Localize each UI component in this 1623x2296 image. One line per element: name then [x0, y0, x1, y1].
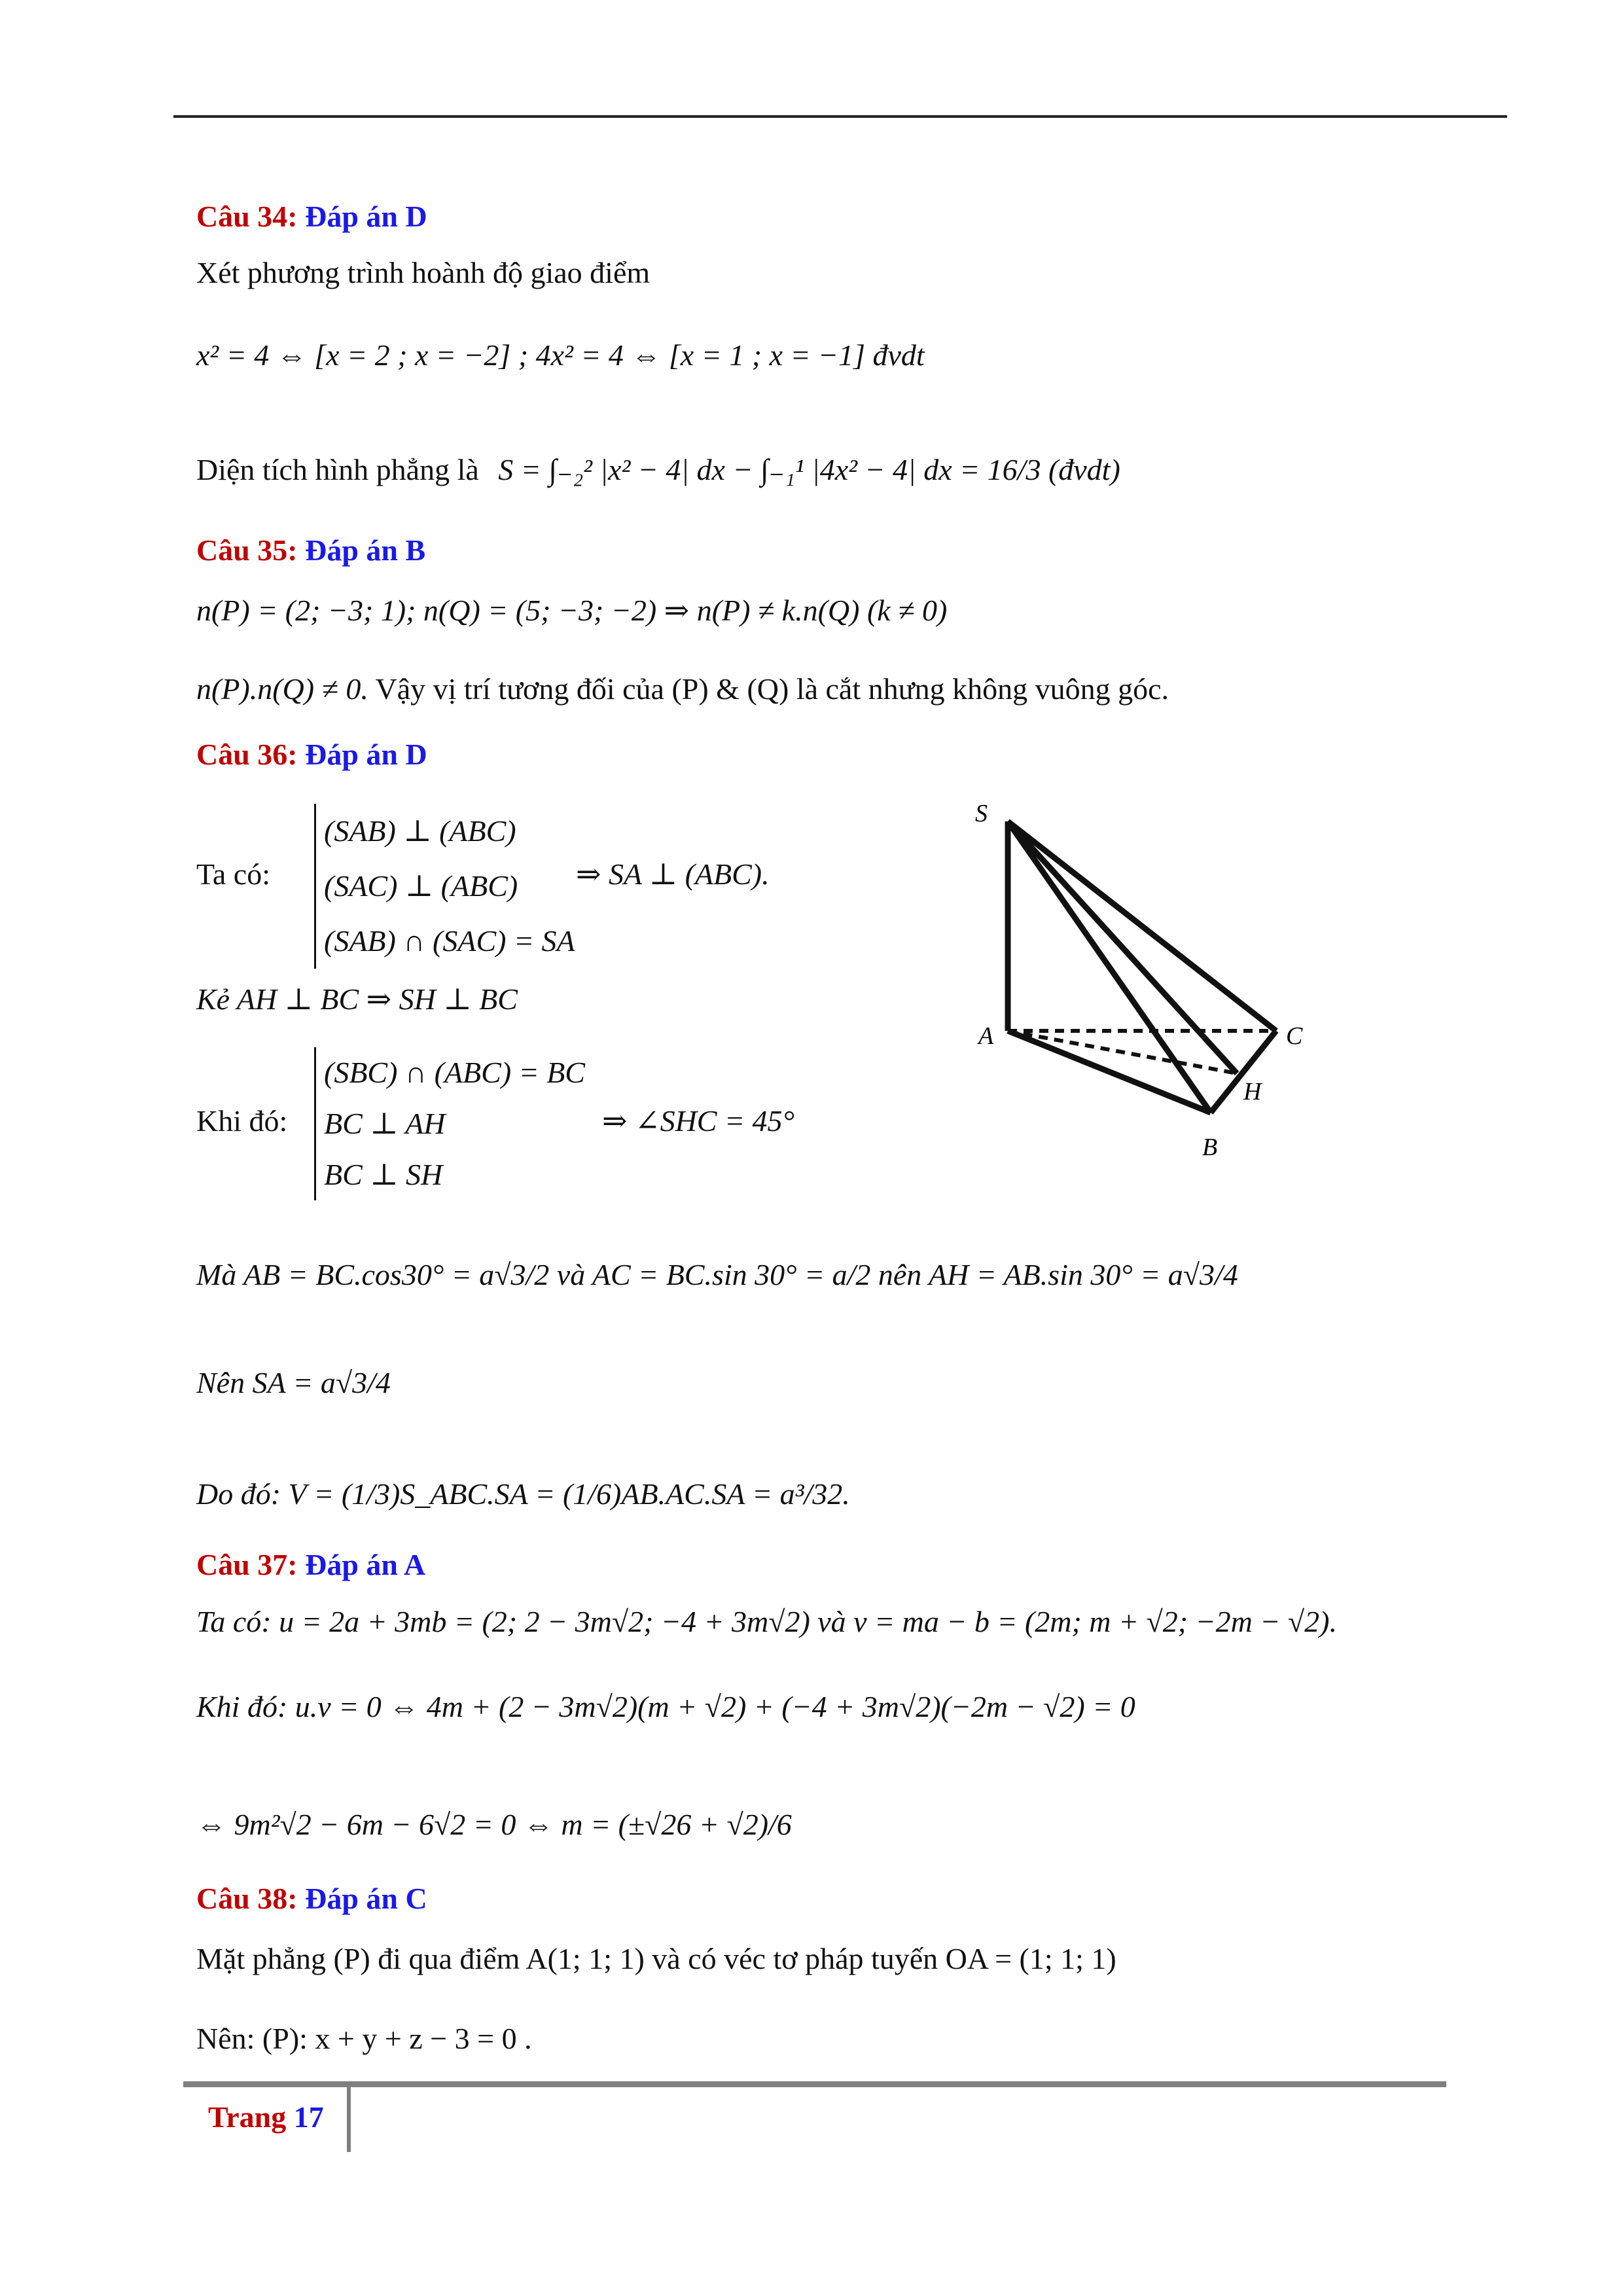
q36-implication-1: ⇒ SA ⊥ (ABC).: [576, 857, 770, 891]
q38-heading: Câu 38: Đáp án C: [196, 1882, 427, 1915]
q37-heading: Câu 37: Đáp án A: [196, 1548, 426, 1581]
q37-dot-product: Khi đó: u.v = 0 ⇔ 4m + (2 − 3m√2)(m + √2) + (−4 + 3m√2)(−2m − √2) = 0: [196, 1690, 1135, 1723]
q36-khido: Khi đó:: [196, 1104, 288, 1138]
q34-area: Diện tích hình phẳng là S = ∫₋₂² |x² − 4| dx − ∫₋₁¹ |4x² − 4| dx = 16/3 (đvdt): [196, 453, 1120, 486]
q35-conclusion: n(P).n(Q) ≠ 0. Vậy vị trí tương đối của (P) & (Q) là cắt nhưng không vuông góc.: [196, 672, 1169, 706]
label-S: S: [975, 800, 988, 827]
q36-implication-2: ⇒ ∠SHC = 45°: [602, 1104, 794, 1138]
q37-solution: ⇔ 9m²√2 − 6m − 6√2 = 0 ⇔ m = (±√26 + √2)/6: [196, 1808, 792, 1841]
label-H: H: [1243, 1078, 1262, 1105]
q35-normals: n(P) = (2; −3; 1); n(Q) = (5; −3; −2) ⇒ n(P) ≠ k.n(Q) (k ≠ 0): [196, 594, 948, 627]
label-A: A: [978, 1022, 994, 1050]
q36-nen: Nên SA = a√3/4: [196, 1366, 391, 1399]
q36-heading: Câu 36: Đáp án D: [196, 738, 427, 771]
label-C: C: [1286, 1022, 1303, 1050]
top-rule: [173, 115, 1507, 118]
label-B: B: [1202, 1134, 1218, 1161]
edge-SC: [1008, 821, 1276, 1031]
q38-equation: Nên: (P): x + y + z − 3 = 0 .: [196, 2022, 532, 2055]
q36-ke: Kẻ AH ⊥ BC ⇒ SH ⊥ BC: [196, 982, 518, 1016]
q34-equations: x² = 4 ⇔ [x = 2 ; x = −2] ; 4x² = 4 ⇔ [x = 1 ; x = −1] đvdt: [196, 338, 925, 372]
footer-rule: [183, 2081, 1446, 2087]
q34-heading: Câu 34: Đáp án D: [196, 200, 427, 233]
q36-system-1: (SAB) ⊥ (ABC) (SAC) ⊥ (ABC) (SAB) ∩ (SAC) = SA: [314, 804, 575, 969]
q34-intro: Xét phương trình hoành độ giao điểm: [196, 256, 651, 289]
pyramid-figure: [962, 792, 1368, 1172]
footer-separator: [347, 2081, 351, 2152]
q36-system-2: (SBC) ∩ (ABC) = BC BC ⊥ AH BC ⊥ SH: [314, 1047, 585, 1200]
q36-do-do: Do đó: V = (1/3)S_ABC.SA = (1/6)AB.AC.SA = a³/32.: [196, 1477, 850, 1511]
q36-taco: Ta có:: [196, 857, 271, 891]
q37-vectors: Ta có: u = 2a + 3mb = (2; 2 − 3m√2; −4 + 3m√2) và v = ma − b = (2m; m + √2; −2m − √2).: [196, 1605, 1337, 1638]
page-number: Trang 17: [208, 2100, 324, 2134]
q35-heading: Câu 35: Đáp án B: [196, 533, 426, 567]
q38-plane: Mặt phẳng (P) đi qua điểm A(1; 1; 1) và có véc tơ pháp tuyến OA = (1; 1; 1): [196, 1942, 1116, 1975]
q36-ma: Mà AB = BC.cos30° = a√3/2 và AC = BC.sin 30° = a/2 nên AH = AB.sin 30° = a√3/4: [196, 1258, 1238, 1291]
